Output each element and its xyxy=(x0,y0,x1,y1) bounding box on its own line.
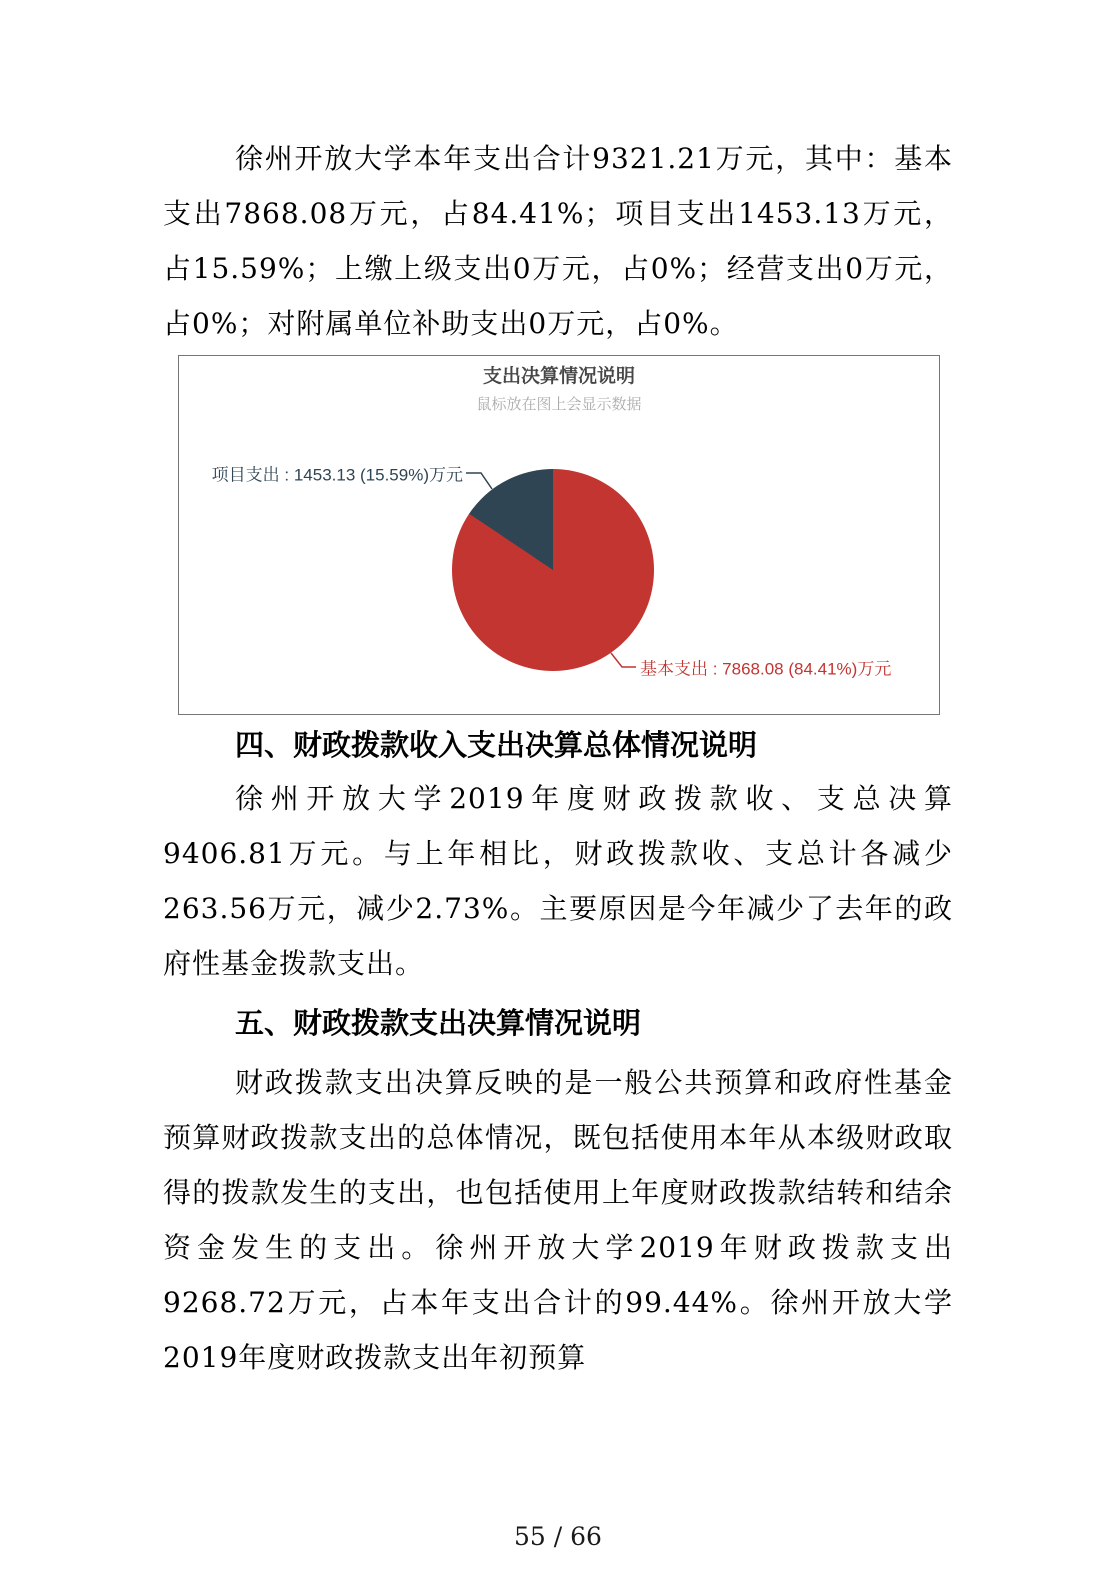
page-number: 55 / 66 xyxy=(514,1522,602,1551)
section-4-heading: 四、财政拨款收入支出决算总体情况说明 xyxy=(235,728,758,762)
section-4-paragraph: 徐州开放大学2019年度财政拨款收、支总决算9406.81万元。与上年相比，财政拨款收、支总计各减少263.56万元，减少2.73%。主要原因是今年减少了去年的政府性基金拨款支出。 xyxy=(163,782,953,980)
expenditure-pie-chart xyxy=(178,355,940,715)
pie-label-project: 项目支出 : 1453.13 (15.59%)万元 xyxy=(211,465,463,485)
chart-subtitle: 鼠标放在图上会显示数据 xyxy=(476,396,642,413)
leader-line-project xyxy=(466,473,492,489)
paragraph-expenditure-summary: 徐州开放大学本年支出合计9321.21万元，其中：基本支出7868.08万元，占84.41%；项目支出1453.13万元，占15.59%；上缴上级支出0万元，占0%；经营支出0万元，占0%；对附属单位补助支出0万元，占0%。 xyxy=(163,142,953,340)
pie-graphic[interactable] xyxy=(452,469,654,671)
section-5-paragraph: 财政拨款支出决算反映的是一般公共预算和政府性基金预算财政拨款支出的总体情况，既包括使用本年从本级财政取得的拨款发生的支出，也包括使用上年度财政拨款结转和结余资金发生的支出。徐州开放大学2019年财政拨款支出9268.72万元，占本年支出合计的99.44%。徐州开放大学2019年度财政拨款支出年初预算 xyxy=(163,1066,953,1374)
section-5-heading: 五、财政拨款支出决算情况说明 xyxy=(235,1006,642,1040)
chart-title: 支出决算情况说明 xyxy=(482,366,635,387)
leader-line-basic xyxy=(611,653,636,667)
pie-label-basic: 基本支出 : 7868.08 (84.41%)万元 xyxy=(640,659,892,679)
